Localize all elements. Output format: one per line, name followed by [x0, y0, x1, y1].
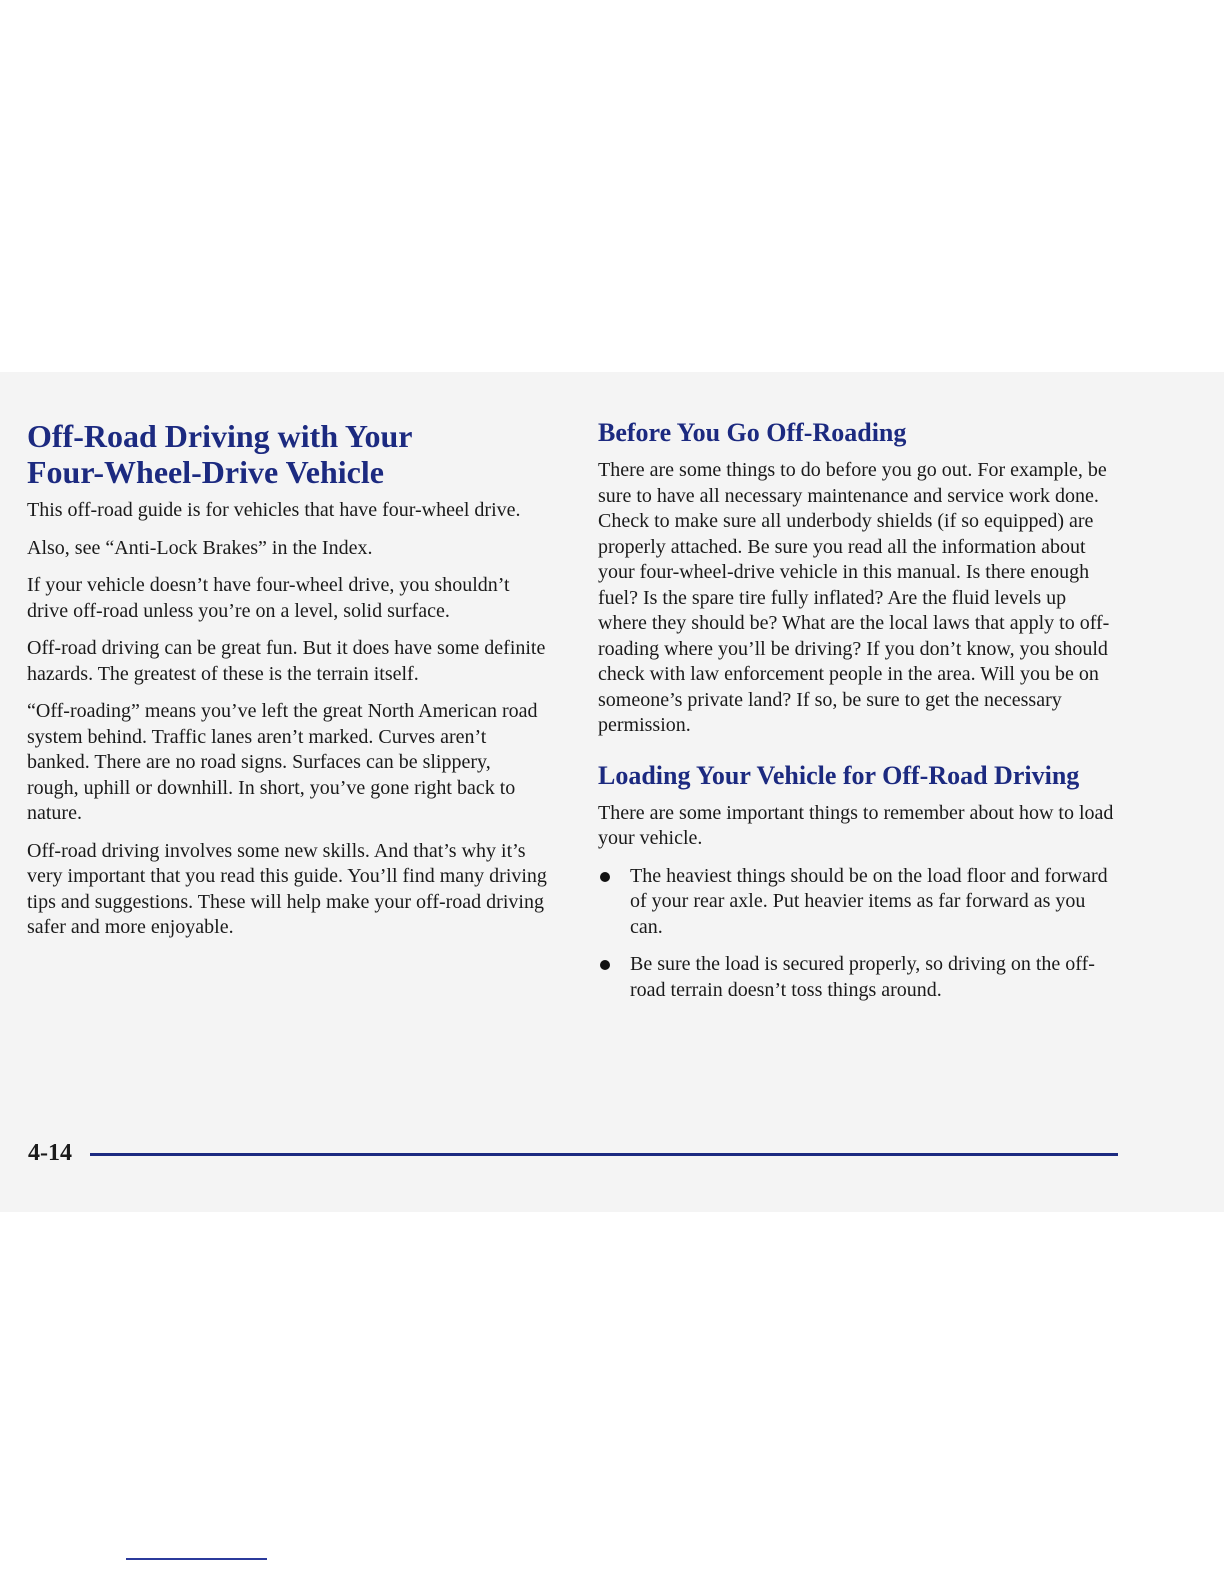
left-column [27, 418, 547, 953]
see-also-paragraph: Also, see “Anti-Lock Brakes” in the Index. [27, 536, 373, 559]
two-wheel-drive-warning: If your vehicle doesn’t have four-wheel drive, you shouldn’t drive off-road unless you’re on a level, solid surface. [27, 574, 510, 622]
loading-intro-paragraph: There are some important things to remember about how to load your vehicle. [598, 801, 1114, 849]
bullet-icon [600, 872, 610, 882]
intro-paragraph: This off-road guide is for vehicles that have four-wheel drive. [27, 499, 521, 521]
bullet-icon [600, 960, 610, 970]
page-title [27, 418, 547, 490]
hazards-paragraph: Off-road driving can be great fun. But it does have some definite hazards. The greatest of these is the terrain itself. [27, 637, 546, 685]
page-number: 4-14 [28, 1140, 72, 1166]
section-heading-before-you-go: Before You Go Off-Roading [598, 418, 907, 447]
page-title-line2: Four-Wheel-Drive Vehicle [27, 454, 384, 490]
page-title-line1: Off-Road Driving with Your [27, 418, 413, 454]
right-column [598, 418, 1118, 1015]
bullet-text: Be sure the load is secured properly, so driving on the off-road terrain doesn’t toss things around. [630, 953, 1095, 1001]
page-footer [28, 1138, 1118, 1168]
new-skills-paragraph: Off-road driving involves some new skills. And that’s why it’s very important that you read this guide. You’ll find many driving tips and suggestions. These will help make your off-road driving safer and more enjoyable. [27, 839, 547, 938]
off-roading-definition: “Off-roading” means you’ve left the great North American road system behind. Traffic lanes aren’t marked. Curves aren’t banked. There are no road signs. Surfaces can be slippery, rough, uphill or downhill. In short, you’ve gone right back to nature. [27, 700, 538, 824]
bottom-divider [126, 1558, 267, 1560]
section-heading-loading: Loading Your Vehicle for Off-Road Driving [598, 760, 1080, 790]
footer-divider [90, 1153, 1118, 1156]
bullet-text: The heaviest things should be on the load floor and forward of your rear axle. Put heavier items as far forward as you can. [630, 864, 1108, 938]
before-you-go-paragraph: There are some things to do before you go out. For example, be sure to have all necessary maintenance and service work done. Check to make sure all underbody shields (if so equipped) are properly attached. Be sure you read all the information about your four-wheel-drive vehicle in this manual. Is there enough fuel? Is the spare tire fully inflated? Are the fluid levels up where they should be? What are the local laws that apply to off-roading where you’ll be driving? If you don’t know, you should check with law enforcement people in the area. Will you be on someone’s private land? If so, be sure to get the necessary permission. [598, 459, 1110, 736]
list-item [598, 952, 1118, 1003]
loading-bullet-list [598, 864, 1118, 1004]
list-item [598, 864, 1118, 941]
